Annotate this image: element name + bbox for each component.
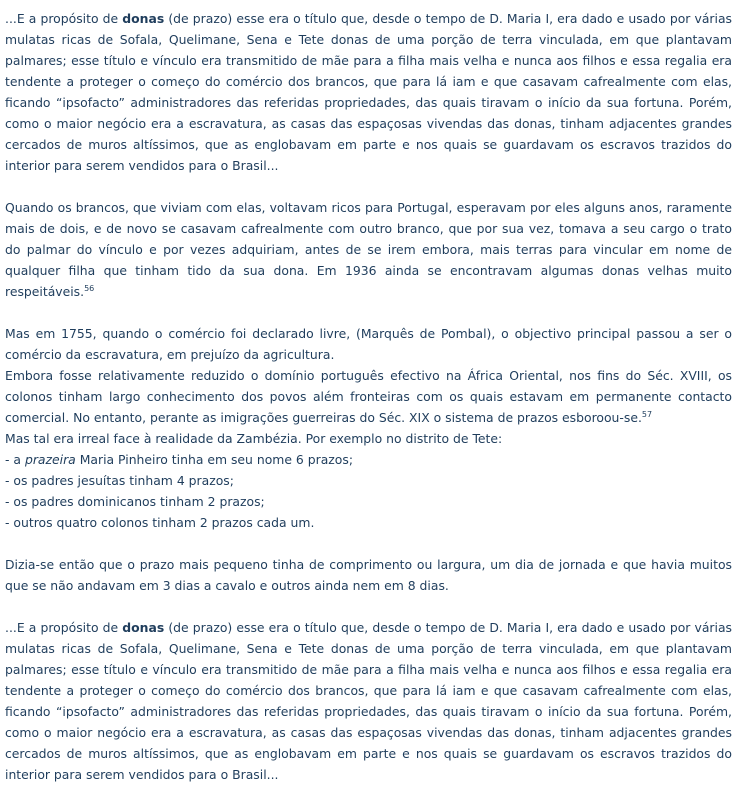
list-item-1-italic: prazeira [24,452,76,467]
footnote-56[interactable]: 56 [84,284,95,293]
p1-text-rest: (de prazo) esse era o título que, desde o tempo de D. Maria I, era dado e usado por várias mulatas ricas de Sofala, Quelimane, Sena e Tete donas de uma porção de terra vinculada, em que plantavam palmares; esse título e vínculo era transmitido de mãe para a filha mais velha e nunca aos filhos e essa regalia era tendente a proteger o começo do comércio dos brancos, que para lá iam e que casavam cafrealmente com elas, ficando “ipsofacto” administradores das referidas propriedades, das quais tiravam o início da sua fortuna. Porém, como o maior negócio era a escravatura, as casas das espaçosas vivendas das donas, tinham adjacentes grandes cercados de muros altíssimos, que as englobavam em parte e nos quais se guardavam os escravos trazidos do interior para serem vendidos para o Brasil... [5,11,733,173]
p1-bold-donas: donas [122,11,165,26]
paragraph-donas-repeat [5,617,732,785]
p5-text-rest: (de prazo) esse era o título que, desde o tempo de D. Maria I, era dado e usado por várias mulatas ricas de Sofala, Quelimane, Sena e Tete donas de uma porção de terra vinculada, em que plantavam palmares; esse título e vínculo era transmitido de mãe para a filha mais velha e nunca aos filhos e essa regalia era tendente a proteger o começo do comércio dos brancos, que para lá iam e que casavam cafrealmente com elas, ficando “ipsofacto” administradores das referidas propriedades, das quais tiravam o início da sua fortuna. Porém, como o maior negócio era a escravatura, as casas das espaçosas vivendas das donas, tinham adjacentes grandes cercados de muros altíssimos, que as englobavam em parte e nos quais se guardavam os escravos trazidos do interior para serem vendidos para o Brasil... [5,620,733,782]
list-item: - outros quatro colonos tinham 2 prazos cada um. [5,515,315,530]
document-body [5,8,732,785]
p3-sentence-2: Embora fosse relativamente reduzido o domínio português efectivo na África Oriental, nos fins do Séc. XVIII, os colonos tinham largo conhecimento dos povos além fronteiras com os quais estavam em permanente contacto comercial. No entanto, perante as imigrações guerreiras do Séc. XIX o sistema de prazos esboroou-se. [5,368,732,425]
list-item-1-prefix: - a [5,452,25,467]
p4-text: Dizia-se então que o prazo mais pequeno tinha de comprimento ou largura, um dia de jornada e que havia muitos que se não andavam em 3 dias a cavalo e outros ainda nem em 8 dias. [5,557,732,593]
paragraph-brancos [5,197,732,302]
p3-sentence-1: Mas em 1755, quando o comércio foi declarado livre, (Marquês de Pombal), o objectivo principal passou a ser o comércio da escravatura, em prejuízo da agricultura. [5,326,732,362]
p2-text: Quando os brancos, que viviam com elas, voltavam ricos para Portugal, esperavam por eles alguns anos, raramente mais de dois, e de novo se casavam cafrealmente com outro branco, que por sua vez, tomava a seu cargo o trato do palmar do vínculo e por vezes adquiriam, antes de se irem embora, mais terras para vincular em nome de qualquer filha que tinham tido da sua dona. Em 1936 ainda se encontravam algumas donas velhas muito respeitáveis. [5,200,732,299]
p3-sentence-3: Mas tal era irreal face à realidade da Zambézia. Por exemplo no distrito de Tete: [5,431,503,446]
p5-text-start: ...E a propósito de [5,620,123,635]
paragraph-comercio-livre [5,323,732,533]
list-item-1-rest: Maria Pinheiro tinha em seu nome 6 prazos; [75,452,354,467]
p5-bold-donas: donas [122,620,165,635]
p1-text-start: ...E a propósito de [5,11,123,26]
list-item: - os padres jesuítas tinham 4 prazos; [5,473,234,488]
list-item: - os padres dominicanos tinham 2 prazos; [5,494,265,509]
paragraph-donas-intro [5,8,732,176]
footnote-57[interactable]: 57 [641,410,653,419]
paragraph-prazo-tamanho [5,554,732,596]
list-item [5,449,732,470]
